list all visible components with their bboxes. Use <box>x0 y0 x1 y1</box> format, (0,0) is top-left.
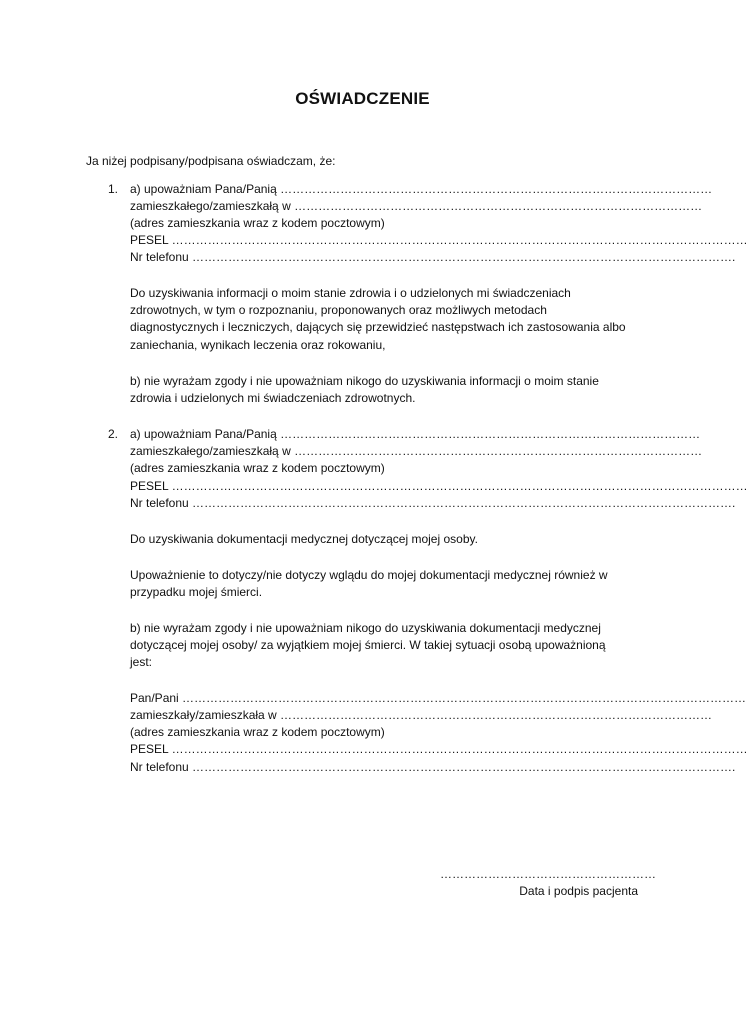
item-1-para-a-line: Do uzyskiwania informacji o moim stanie zdrowia i o udzielonych mi świadczeniach <box>130 286 571 300</box>
item-1-para-b-line: zdrowia i udzielonych mi świadczeniach zdrowotnych. <box>130 391 416 405</box>
item-1-para-a-line: zdrowotnych, w tym o rozpoznaniu, proponowanych oraz możliwych metodach <box>130 303 547 317</box>
item-2-para-b-line: b) nie wyrażam zgody i nie upoważniam nikogo do uzyskiwania dokumentacji medycznej <box>130 621 601 635</box>
item-1-para-a-line: zaniechania, wynikach leczenia oraz rokowaniu, <box>130 338 386 352</box>
item-1-para-a-line: diagnostycznych i leczniczych, dających się przewidzieć następstwach ich zastosowania albo <box>130 320 626 334</box>
item-1-authorize-line: a) upoważniam Pana/Panią ……………………………………………………………………………………………… <box>130 182 713 196</box>
item-1-residence-line: zamieszkałego/zamieszkałą w ………………………………………………………………………………………… <box>130 199 703 213</box>
item-2-address-note: (adres zamieszkania wraz z kodem pocztowym) <box>130 461 385 475</box>
item-2-person-phone-line: Nr telefonu ………………………………………………………………………………………………………………………. <box>130 760 736 774</box>
item-1-pesel-line: PESEL ……………………………………………………………………………………………………………………………… <box>130 233 748 247</box>
item-1-para-b-line: b) nie wyrażam zgody i nie upoważniam nikogo do uzyskiwania informacji o moim stanie <box>130 374 599 388</box>
document-title: OŚWIADCZENIE <box>295 89 430 108</box>
signature-dots: ……………………………………………… <box>440 867 656 881</box>
item-2-para-b-line: dotyczącej mojej osoby/ za wyjątkiem mojej śmierci. W takiej sytuacji osobą upoważnioną <box>130 638 606 652</box>
item-1-phone-line: Nr telefonu ………………………………………………………………………………………………………………………. <box>130 250 736 264</box>
item-2-death-line: Upoważnienie to dotyczy/nie dotyczy wglądu do mojej dokumentacji medycznej również w <box>130 568 608 582</box>
item-2-number: 2. <box>108 427 119 441</box>
item-2-authorize-line: a) upoważniam Pana/Panią …………………………………………………………………………………………… <box>130 427 701 441</box>
item-2-phone-line: Nr telefonu ………………………………………………………………………………………………………………………. <box>130 496 736 510</box>
item-2-death-line: przypadku mojej śmierci. <box>130 585 263 599</box>
item-2-para-b-line: jest: <box>130 655 153 669</box>
item-2-person-address-note: (adres zamieszkania wraz z kodem pocztowym) <box>130 725 385 739</box>
signature-label: Data i podpis pacjenta <box>519 884 638 898</box>
item-2-person-residence-line: zamieszkały/zamieszkała w ……………………………………………………………………………………………… <box>130 708 713 722</box>
item-1-number: 1. <box>108 182 119 196</box>
item-2-docs-text: Do uzyskiwania dokumentacji medycznej dotyczącej mojej osoby. <box>130 532 478 546</box>
item-2-person-pesel-line: PESEL ……………………………………………………………………………………………………………………………… <box>130 742 748 756</box>
item-2-residence-line: zamieszkałego/zamieszkałą w ………………………………………………………………………………………… <box>130 444 703 458</box>
item-2-person-line: Pan/Pani …………………………………………………………………………………………………………………………… <box>130 691 747 705</box>
item-2-pesel-line: PESEL ……………………………………………………………………………………………………………………………… <box>130 479 748 493</box>
intro-text: Ja niżej podpisany/podpisana oświadczam, że: <box>86 154 336 168</box>
item-1-address-note: (adres zamieszkania wraz z kodem pocztowym) <box>130 216 385 230</box>
